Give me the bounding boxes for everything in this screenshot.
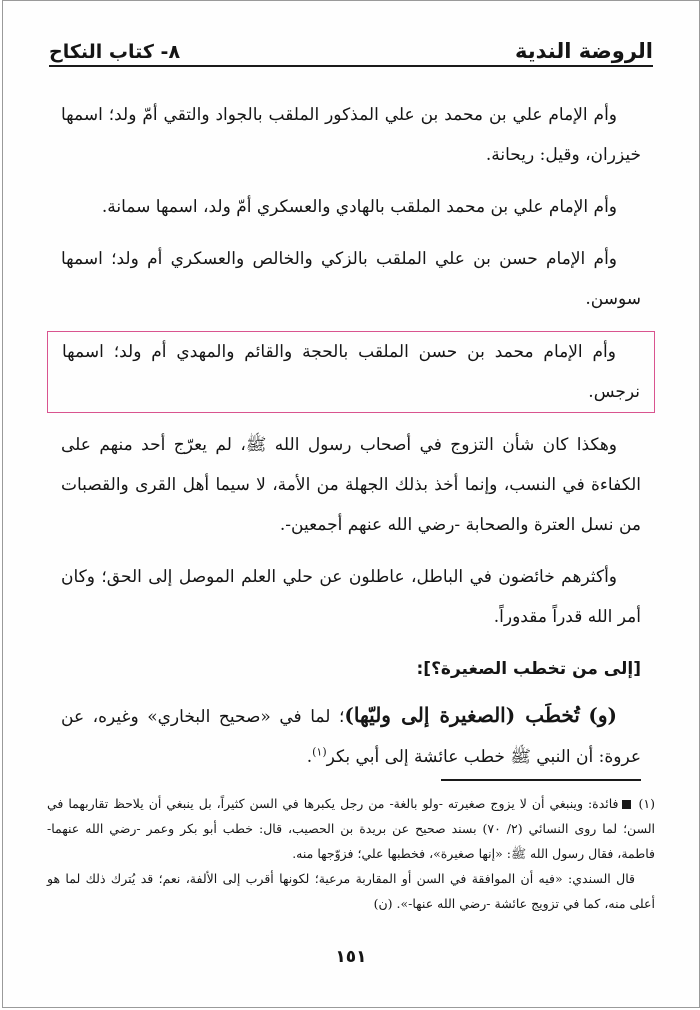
footnote-1-continued — [47, 866, 655, 916]
paragraph-1-text: وأم الإمام علي بن محمد بن علي المذكور الملقب بالجواد والتقي أمّ ولد؛ اسمها خيزران، وقيل: ريحانة. — [61, 105, 641, 165]
paragraph-2 — [61, 187, 641, 227]
paragraph-4-text: وأم الإمام محمد بن حسن الملقب بالحجة والقائم والمهدي أم ولد؛ اسمها نرجس. — [62, 342, 640, 402]
matn-lead: (و) — [588, 703, 617, 727]
chapter-title: ٨- كتاب النكاح — [49, 41, 181, 63]
book-title: الروضة الندية — [515, 39, 653, 63]
section-heading: [إلى من تخطب الصغيرة؟]: — [416, 659, 641, 679]
footnote-number: (١) — [638, 796, 655, 811]
paragraph-3-text: وأم الإمام حسن بن علي الملقب بالزكي والخالص والعسكري أم ولد؛ اسمها سوسن. — [61, 249, 641, 309]
footnote-reference[interactable]: (١) — [312, 745, 327, 759]
page-number: ١٥١ — [335, 947, 367, 967]
footnote-separator — [441, 779, 641, 781]
footnote-1-text-a: فائدة: وينبغي أن لا يزوج صغيرته -ولو بالغة- من رجل يكبرها في السن كثيراً، بل ينبغي أن يلاحظ تقاربهما في السن؛ لما روى النسائي (٢/ ٧٠) بسند صحيح عن بريدة بن الحصيب، قال: خطب أبو بكر وعمر -رضي الله عنهما- فاطمة، فقال رسول الله ﷺ: «إنها صغيرة»، فخطبها علي؛ فزوّجها منه. — [47, 796, 656, 861]
book-page — [2, 0, 700, 1008]
paragraph-7-end: . — [306, 747, 313, 767]
highlighted-paragraph — [47, 331, 655, 413]
matn-text: تُخطَب (الصغيرة إلى وليّها) — [344, 703, 580, 727]
paragraph-5 — [61, 425, 641, 545]
paragraph-3 — [61, 239, 641, 319]
paragraph-1 — [61, 95, 641, 175]
footnote-1 — [47, 791, 655, 866]
paragraph-6 — [61, 557, 641, 637]
paragraph-7 — [61, 695, 641, 777]
paragraph-6-text: وأكثرهم خائضون في الباطل، عاطلون عن حلي العلم الموصل إلى الحق؛ وكان أمر الله قدراً مقدوراً. — [61, 567, 641, 627]
paragraph-2-text: وأم الإمام علي بن محمد الملقب بالهادي والعسكري أمّ ولد، اسمها سمانة. — [101, 197, 617, 217]
footnote-1-text-b: قال السندي: «فيه أن الموافقة في السن أو المقاربة مرعية؛ لكونها أقرب إلى الألفة، نعم؛ قد يُترك ذلك لما هو أعلى منه، كما في تزويج عائشة -رضي الله عنها-». (ن) — [47, 871, 655, 911]
running-header — [49, 35, 653, 67]
main-text — [61, 95, 641, 789]
paragraph-5-text: وهكذا كان شأن التزوج في أصحاب رسول الله ﷺ، لم يعرّج أحد منهم على الكفاءة في النسب، وإنما أخذ بذلك الجهلة من الأمة، لا سيما أهل القرى والقصبات من نسل العترة والصحابة -رضي الله عنهم أجمعين-. — [61, 435, 641, 535]
square-bullet-icon — [622, 800, 631, 809]
footnotes — [47, 791, 655, 916]
paragraph-7-text: ؛ لما في «صحيح البخاري» وغيره، عن عروة: أن النبي ﷺ خطب عائشة إلى أبي بكر — [61, 707, 641, 767]
